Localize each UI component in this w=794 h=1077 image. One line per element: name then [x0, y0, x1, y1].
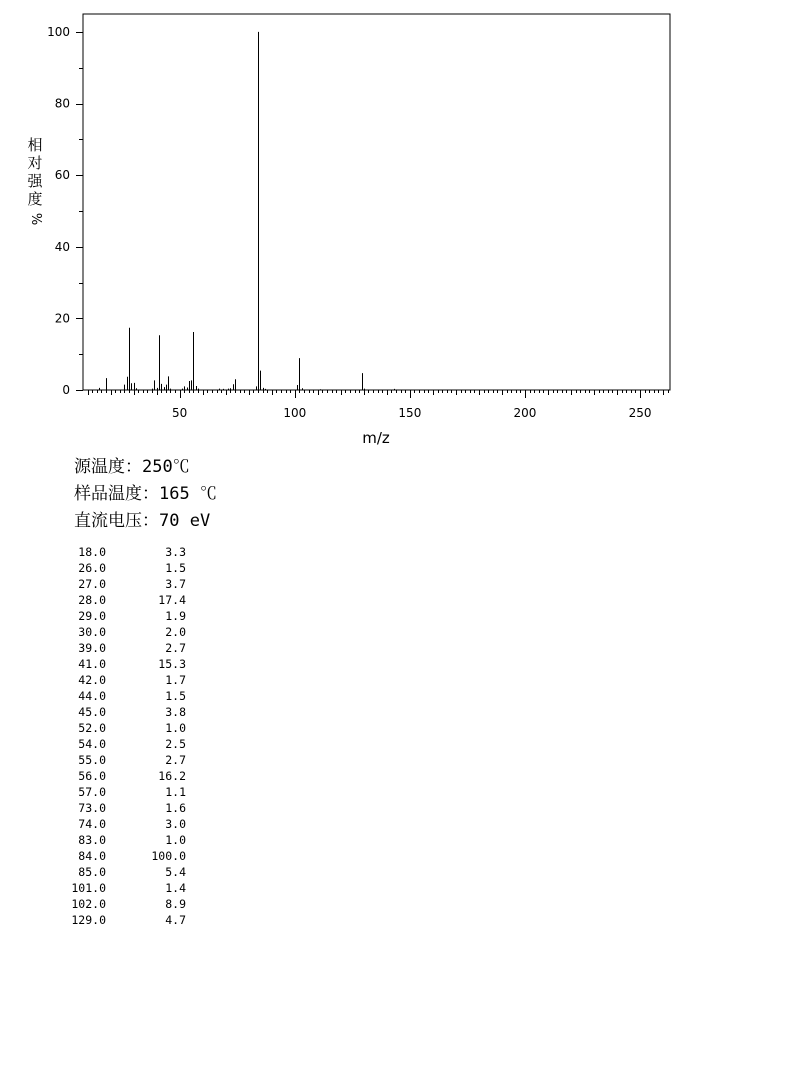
y-tick-label: 60: [54, 168, 70, 183]
peak-row: [60, 896, 186, 912]
peak-mz: 57.0: [78, 785, 106, 799]
y-axis-label-char: 强: [27, 172, 43, 190]
peak-table: [60, 544, 186, 928]
peak-abundance: 16.2: [158, 769, 186, 783]
peak-mz: 26.0: [78, 561, 106, 575]
peak-abundance: 1.6: [165, 801, 186, 815]
y-tick-label: 0: [62, 383, 70, 397]
dc-voltage: 直流电压：70 eV: [74, 511, 211, 531]
y-tick-label: 100: [47, 24, 70, 39]
peak-abundance: 1.1: [165, 785, 186, 799]
peak-abundance: 8.9: [165, 897, 186, 911]
peak-abundance: 1.5: [165, 689, 186, 703]
peak-row: [60, 608, 186, 624]
peak-mz: 54.0: [78, 737, 106, 751]
peak-mz: 44.0: [78, 689, 106, 703]
y-tick-label: 80: [54, 96, 70, 111]
peak-abundance: 2.7: [165, 753, 186, 767]
peak-mz: 85.0: [78, 865, 106, 879]
peak-row: [60, 784, 186, 800]
axes-layer: [47, 25, 668, 420]
x-tick-label: 150: [398, 406, 422, 420]
peak-row: [60, 576, 186, 592]
peak-mz: 84.0: [78, 849, 106, 863]
peak-row: [60, 880, 186, 896]
peak-mz: 39.0: [78, 641, 106, 655]
peak-row: [60, 672, 186, 688]
peak-mz: 55.0: [78, 753, 106, 767]
peak-abundance: 1.7: [165, 673, 186, 687]
peak-mz: 101.0: [71, 881, 106, 895]
peak-row: [60, 848, 186, 864]
peak-abundance: 3.8: [165, 705, 186, 719]
x-tick-label: 50: [172, 406, 188, 420]
peak-mz: 41.0: [78, 657, 106, 671]
peak-mz: 30.0: [78, 625, 106, 639]
peak-abundance: 17.4: [158, 593, 186, 607]
peak-mz: 129.0: [71, 913, 106, 927]
peak-table-body: [60, 544, 186, 928]
peak-mz: 18.0: [78, 545, 106, 559]
peak-row: [60, 816, 186, 832]
peak-abundance: 5.4: [165, 865, 186, 879]
peak-row: [60, 688, 186, 704]
peak-mz: 28.0: [78, 593, 106, 607]
peak-abundance: 3.7: [165, 577, 186, 591]
y-tick-label: 20: [54, 311, 70, 326]
peak-row: [60, 752, 186, 768]
peak-row: [60, 800, 186, 816]
peak-abundance: 3.3: [165, 545, 186, 559]
y-axis-label-char: 对: [27, 154, 43, 172]
y-axis-label-char: 相: [27, 136, 43, 154]
source-temperature: 源温度：250℃: [74, 457, 190, 477]
peak-mz: 45.0: [78, 705, 106, 719]
peaks-layer: [100, 32, 395, 390]
peak-row: [60, 912, 186, 928]
peak-abundance: 2.0: [165, 625, 186, 639]
peak-mz: 73.0: [78, 801, 106, 815]
y-axis-unit: %: [28, 212, 43, 226]
y-axis-label-char: 度: [27, 190, 43, 208]
peak-abundance: 1.9: [165, 609, 186, 623]
peak-row: [60, 736, 186, 752]
peak-abundance: 4.7: [165, 913, 186, 927]
y-tick-label: 40: [54, 239, 70, 254]
peak-abundance: 2.5: [165, 737, 186, 751]
peak-row: [60, 864, 186, 880]
peak-row: [60, 704, 186, 720]
plot-frame: [83, 14, 670, 390]
peak-abundance: 15.3: [158, 657, 186, 671]
peak-mz: 27.0: [78, 577, 106, 591]
peak-abundance: 2.7: [165, 641, 186, 655]
peak-abundance: 1.0: [165, 833, 186, 847]
peak-row: [60, 640, 186, 656]
x-tick-label: 250: [628, 406, 652, 420]
mass-spectrum-chart: [0, 0, 794, 460]
y-axis-label: [24, 136, 46, 228]
x-axis-label: m/z: [362, 429, 390, 447]
peak-mz: 56.0: [78, 769, 106, 783]
peak-mz: 29.0: [78, 609, 106, 623]
peak-mz: 42.0: [78, 673, 106, 687]
sample-temperature: 样品温度：165 ℃: [74, 484, 217, 504]
peak-abundance: 3.0: [165, 817, 186, 831]
peak-row: [60, 768, 186, 784]
peak-abundance: 100.0: [151, 849, 186, 863]
peak-row: [60, 544, 186, 560]
peak-row: [60, 832, 186, 848]
peak-row: [60, 656, 186, 672]
peak-abundance: 1.4: [165, 881, 186, 895]
peak-abundance: 1.5: [165, 561, 186, 575]
peak-row: [60, 592, 186, 608]
peak-abundance: 1.0: [165, 721, 186, 735]
peak-mz: 52.0: [78, 721, 106, 735]
peak-row: [60, 720, 186, 736]
x-tick-label: 100: [283, 406, 307, 420]
peak-row: [60, 624, 186, 640]
peak-mz: 102.0: [71, 897, 106, 911]
peak-mz: 83.0: [78, 833, 106, 847]
x-tick-label: 200: [513, 406, 537, 420]
peak-row: [60, 560, 186, 576]
peak-mz: 74.0: [78, 817, 106, 831]
